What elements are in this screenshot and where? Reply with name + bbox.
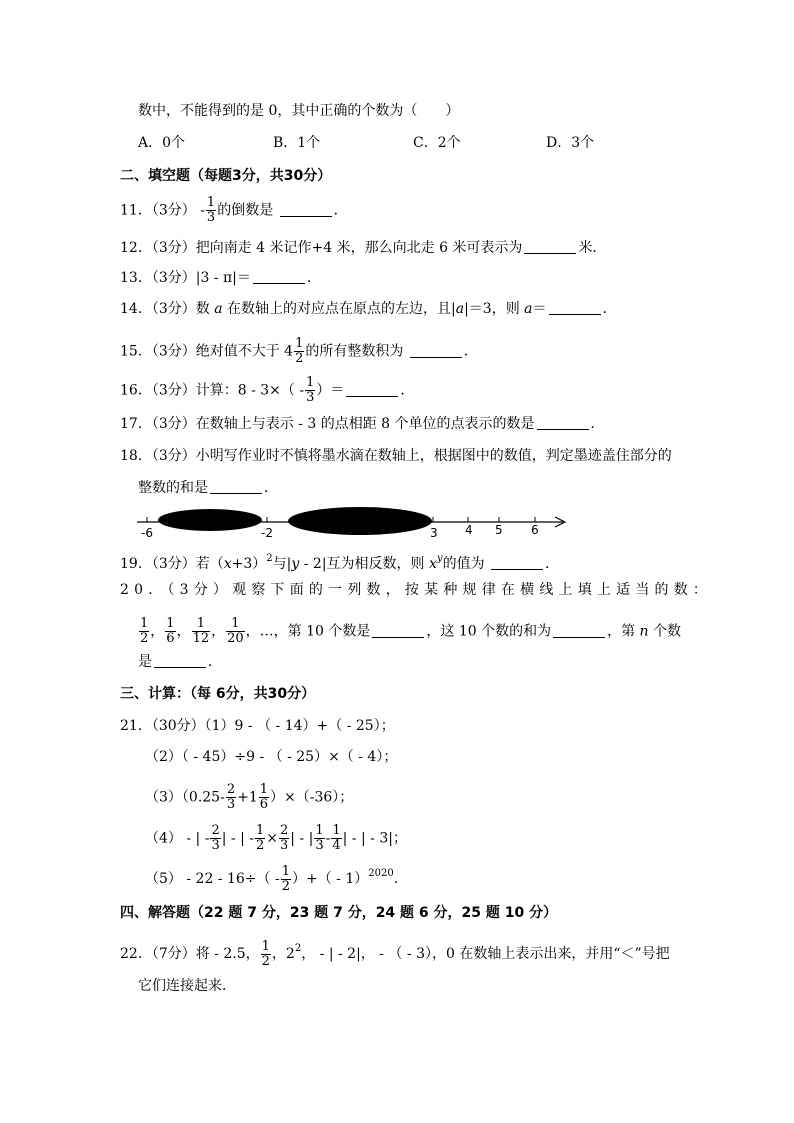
q22-exp: 2 (294, 943, 302, 954)
q19-var-x: x (223, 556, 232, 572)
q21-p4-frac-4 (314, 824, 324, 853)
q21-p5b: ）+（ - 1） (292, 871, 369, 887)
q21-p3b: +1 (237, 789, 258, 806)
q20-line1: 20．（3分）观察下面的一列数，按某种规律在横线上填上适当的数： (120, 582, 713, 598)
q21-p4a: （4） - | - (145, 830, 210, 847)
q21-p4b: | - | - (221, 830, 254, 847)
q20-frac-3-num: 1 (192, 617, 211, 632)
q21-p4-frac-1 (210, 824, 220, 853)
q21-p3a: （3）（0.25- (145, 789, 225, 806)
q20-frac-2 (165, 617, 175, 646)
q19: 19．（3分）若$(x+3)^2$与|y - 2|互为相反数，则 $x^y$的值为 ． (120, 553, 560, 572)
q20-frac-4-num: 1 (226, 617, 245, 632)
q19-exp: 2 (266, 553, 273, 564)
option-c: C．2个 (413, 135, 461, 151)
q21-p4d: | - | (290, 830, 314, 847)
q19-d: - 2|互为相反数，则 (299, 556, 425, 572)
q21-p4-frac-4-den: 3 (315, 838, 324, 853)
q20-mid1: ，…，第 10 个数是 (245, 623, 371, 640)
section-2-heading: 二、填空题（每题3分，共30分） (120, 168, 332, 184)
q14-d: ＝ (532, 301, 547, 317)
q17: 17．（3分）在数轴上与表示 - 3 的点相距 8 个单位的点表示的数是 ． (120, 416, 605, 432)
q20-l3: 是 (138, 654, 152, 670)
section-4-heading: 四、解答题（22 题 7 分，23 题 7 分，24 题 6 分，25 题 10 分） (120, 905, 558, 921)
q12-tail: 米． (578, 240, 607, 256)
q21-p4-frac-2-num: 1 (255, 823, 265, 838)
q20-blank-nth[interactable] (154, 653, 206, 668)
q12-text: 12．（3分）把向南走 4 米记作+4 米，那么向北走 6 米可表示为 (120, 240, 523, 256)
q11-fraction-den: 3 (206, 210, 216, 225)
q13-text: 13．（3分）|3 - π|＝ (120, 270, 251, 286)
q12-answer-blank[interactable] (524, 239, 576, 254)
q11: 11．（3分） - $\frac{1}{3}$ 的倒数是 ． (120, 195, 348, 225)
q21-p5-frac (281, 865, 291, 894)
q19-b: +3） (231, 556, 267, 572)
q20-line2 (138, 617, 714, 646)
section-3-heading: 三、计算：（每 6分，共30分） (120, 686, 316, 702)
q19-var-x2: x (429, 556, 437, 572)
option-a: A．0个 (138, 135, 186, 151)
q14: 14．（3分）数 a 在数轴上的对应点在原点的左边，且|a|＝3，则 a＝ ． (120, 301, 617, 317)
option-d: D．3个 (546, 135, 595, 151)
q20-frac-3-den: 12 (192, 631, 210, 646)
q21-p4-frac-2 (255, 824, 265, 853)
q21-p5-frac-num: 1 (281, 863, 290, 879)
q21-p3-frac-2-den: 6 (259, 797, 269, 812)
q20-frac-3 (192, 617, 211, 646)
q16-fraction (305, 376, 315, 405)
q16-fraction-num: 1 (306, 375, 315, 390)
q14-var-a-3: a (524, 301, 533, 317)
q19-a: 19．（3分）若（ (120, 556, 224, 572)
label-5: 5 (495, 523, 503, 537)
q16-a: 16．（3分）计算：8 - 3×（ - (120, 382, 305, 399)
q21-p3-frac-2-num: 1 (259, 782, 269, 797)
q17-answer-blank[interactable] (537, 415, 589, 430)
q11-neg: - (200, 202, 205, 219)
q22-frac-num: 1 (261, 938, 270, 954)
q13: 13．（3分）|3 - π|＝ ． (120, 270, 321, 286)
q20-frac-1 (139, 617, 149, 646)
q21-p4-frac-5 (331, 824, 341, 853)
q21-p4-frac-5-num: 1 (332, 823, 341, 838)
label-6: 6 (531, 523, 539, 537)
q14-answer-blank[interactable] (549, 300, 601, 315)
ink-blot-left (158, 509, 262, 531)
q19-answer-blank[interactable] (491, 555, 543, 570)
q15-fraction-den: 2 (295, 351, 304, 366)
q19-c: 与 (272, 556, 287, 572)
q21-part1: 21．（30分）（1）9 - （ - 14）+（ - 25）； (120, 718, 395, 734)
q20-blank-sum[interactable] (553, 623, 605, 638)
q20-mid2: ，这 10 个数的和为 (426, 623, 552, 640)
q20-sep: ， (176, 623, 191, 640)
q21-p3-frac-1-den: 3 (226, 797, 236, 812)
q22-line2: 它们连接起来． (138, 978, 236, 994)
q20-frac-1-den: 2 (140, 631, 149, 646)
q22-frac (261, 940, 271, 969)
q16-answer-blank[interactable] (346, 382, 398, 397)
q20-line3: 是 ． (138, 654, 222, 670)
q21-p4-frac-1-num: 2 (211, 823, 220, 838)
q21-p4c: × (266, 830, 278, 847)
q11-tail: 的倒数是 (217, 202, 274, 219)
q22-frac-den: 2 (261, 953, 270, 969)
q22-b: ，2 (271, 946, 295, 962)
q20-blank-10th[interactable] (372, 623, 424, 638)
q20-frac-4-den: 20 (227, 631, 244, 646)
q22-line1 (120, 939, 714, 969)
q20-mid4: 个数 (653, 623, 682, 640)
q10-text: 数中，不能得到的是 0，其中正确的个数为（ ） (138, 103, 460, 119)
q11-fraction-num: 1 (206, 195, 216, 210)
q17-text: 17．（3分）在数轴上与表示 - 3 的点相距 8 个单位的点表示的数是 (120, 416, 535, 432)
q15: 15．（3分）绝对值不大于 4 $\frac{1}{2}$ 的所有整数积为 ． (120, 336, 478, 366)
q21-p4-frac-4-num: 1 (315, 823, 324, 838)
q18-l2: 整数的和是 (138, 480, 208, 496)
q11-number: 11．（3分） (120, 202, 196, 219)
q14-c: |＝3，则 (464, 301, 520, 317)
q20-sep: ， (150, 623, 165, 640)
q21-p5-exp: 2020 (368, 868, 394, 879)
ink-blot-right (288, 507, 432, 535)
q21-p4-frac-3-num: 2 (279, 823, 289, 838)
q19-e: 的值为 (442, 556, 485, 572)
q21-p3-frac-2 (259, 783, 269, 812)
q11-fraction (206, 196, 216, 225)
label-neg2: -2 (261, 526, 273, 540)
q21-part2: （2）（ - 45）÷9 - （ - 25）×（ - 4）； (145, 749, 398, 765)
q12 (120, 238, 714, 258)
option-b: B．1个 (273, 135, 321, 151)
q18-line2: 整数的和是 ． (138, 480, 278, 496)
q21-p4-frac-3 (279, 824, 289, 853)
q21-p4-frac-1-den: 3 (211, 838, 220, 853)
q22-a: 22．（7分）将 - 2.5， (120, 946, 260, 962)
q21-p5a: （5） - 22 - 16÷（ - (145, 871, 280, 887)
q20-var-n: n (639, 623, 649, 640)
q16: 16．（3分）计算：8 - 3×（ - $\frac{1}{3}$ ）＝ ． (120, 375, 415, 405)
q15-fraction-num: 1 (295, 336, 304, 351)
q18-line1: 18．（3分）小明写作业时不慎将墨水滴在数轴上，根据图中的数值，判定墨迹盖住部分的 (120, 448, 672, 464)
q21-p4-frac-2-den: 2 (255, 838, 265, 853)
q21-p4-frac-5-den: 4 (332, 838, 341, 853)
q16-fraction-den: 3 (306, 390, 315, 405)
q21-p3-frac-1 (226, 783, 236, 812)
q21-p5c: . (393, 871, 399, 887)
q16-b: ）＝ (316, 382, 345, 399)
q21-p4e: - (325, 830, 331, 847)
q10-options (138, 133, 714, 153)
q21-part5 (145, 864, 714, 894)
q20-sep: ， (211, 623, 226, 640)
q18-answer-blank[interactable] (210, 479, 262, 494)
q21-p3c: ）×（-36）； (270, 789, 354, 806)
q21-p4g: | - | - 3|； (342, 830, 407, 847)
q21-part3 (145, 783, 714, 812)
label-3: 3 (430, 526, 438, 540)
q11-answer-blank[interactable] (280, 202, 332, 217)
q14-var-a: a (214, 301, 223, 317)
q22-c: ， - | - 2|， - （ - 3），0 在数轴上表示出来，并用“＜”号把 (301, 946, 670, 962)
q20-frac-2-num: 1 (166, 616, 175, 631)
q21-part4 (145, 824, 714, 853)
label-4: 4 (465, 523, 473, 537)
q20-frac-1-num: 1 (140, 616, 149, 631)
q21-p4-frac-3-den: 3 (279, 838, 289, 853)
q15-fraction (294, 337, 304, 366)
q21-p5-frac-den: 2 (281, 878, 290, 894)
q15-answer-blank[interactable] (410, 343, 462, 358)
q14-a: 14．（3分）数 (120, 301, 210, 317)
q19-exp-y: y (436, 553, 443, 564)
q21-p3-frac-1-num: 2 (226, 782, 236, 797)
q14-var-a-2: a (455, 301, 465, 317)
label-neg6: -6 (141, 526, 153, 540)
q14-b: 在数轴上的对应点在原点的左边，且| (227, 301, 456, 317)
q19-var-y: y (291, 556, 300, 572)
q20-mid3: ，第 (607, 623, 636, 640)
number-line-figure (135, 504, 575, 544)
q20-frac-2-den: 6 (166, 631, 175, 646)
q15-a: 15．（3分）绝对值不大于 4 (120, 343, 294, 360)
q13-answer-blank[interactable] (253, 269, 305, 284)
q15-b: 的所有整数积为 (305, 343, 404, 360)
q20-frac-4 (226, 617, 245, 646)
